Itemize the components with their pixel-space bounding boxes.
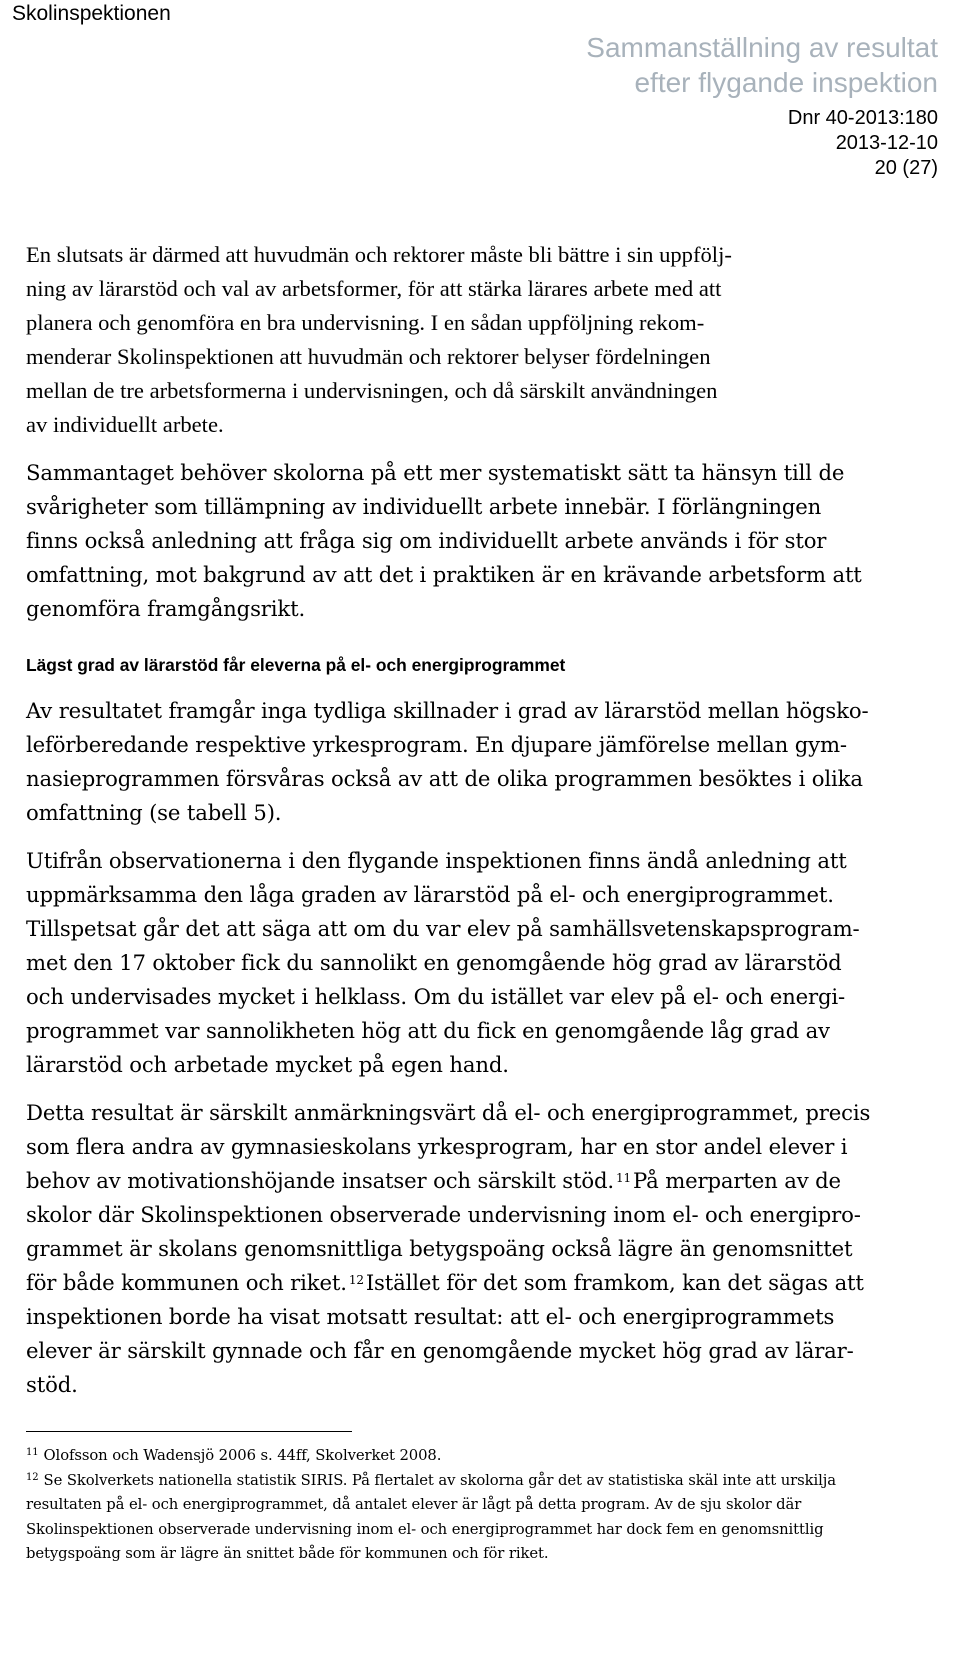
paragraph-conclusion: En slutsats är därmed att huvudmän och rektorer måste bli bättre i sin uppfölj- ning av lärarstöd och val av arbetsformer, för att stärka lärares arbete med att planera och genomföra en bra undervisning. I en sådan uppföljning rekom- menderar Skolinspektionen att huvudmän och rektorer belyser fördelningen mellan de tre arbetsformerna i undervisningen, och då särskilt användningen av individuellt arbete. <box>26 242 732 437</box>
footnote-divider <box>26 1431 352 1432</box>
paragraph-text-part-2: På merparten av de skolor där Skolinspektionen observerade undervisning inom el- och energipro- grammet är skolans genomsnittliga betygspoäng också lägre än genomsnittet för både kommunen och riket. <box>26 1168 861 1295</box>
footnote-text: Olofsson och Wadensjö 2006 s. 44ff, Skolverket 2008. <box>43 1447 442 1464</box>
document-header <box>586 30 938 181</box>
section-heading: Lägst grad av lärarstöd får eleverna på el- och energiprogrammet <box>26 655 566 675</box>
document-title-line-1: Sammanställning av resultat <box>586 32 938 63</box>
footnotes <box>26 1444 938 1567</box>
paragraph-results: Av resultatet framgår inga tydliga skillnader i grad av lärarstöd mellan högsko- leförberedande respektive yrkesprogram. En djupare jämförelse mellan gym- nasieprogrammen försvåras också av att de olika programmen besöktes i olika omfattning (se tabell 5). <box>26 698 869 825</box>
document-body <box>26 238 938 1416</box>
organization-name: Skolinspektionen <box>12 2 171 25</box>
footnote-text: Se Skolverkets nationella statistik SIRIS. På flertalet av skolorna går det av statistiska skäl inte att urskilja resultaten på el- och energiprogrammet, då antalet elever är lågt på detta program. Av de sju skolor där Skolinspektionen observerade undervisning inom el- och energiprogrammet har dock fem en genomsnittlig betygspoäng som är lägre än snittet både för kommunen och för riket. <box>26 1471 836 1562</box>
paragraph-remarkable-result <box>26 1096 938 1402</box>
footnote-number: 12 <box>26 1471 39 1483</box>
footnote-12 <box>26 1469 938 1567</box>
footnote-reference-12[interactable]: 12 <box>348 1273 364 1287</box>
document-date: 2013-12-10 <box>835 132 938 154</box>
footnote-reference-11[interactable]: 11 <box>616 1171 631 1185</box>
diary-number: Dnr 40-2013:180 <box>787 107 938 129</box>
footnote-11 <box>26 1444 938 1469</box>
page-number: 20 (27) <box>874 157 938 179</box>
paragraph-summary: Sammantaget behöver skolorna på ett mer systematiskt sätt ta hänsyn till de svårigheter som tillämpning av individuellt arbete innebär. I förlängningen finns också anledning att fråga sig om individuellt arbete används i för stor omfattning, mot bakgrund av att det i praktiken är en krävande arbetsform att genomföra framgångsrikt. <box>26 460 862 621</box>
paragraph-text-part-3: Istället för det som framkom, kan det sägas att inspektionen borde ha visat motsatt resultat: att el- och energiprogrammets elever är särskilt gynnade och får en genomgående mycket hög grad av lärar- stöd. <box>26 1270 864 1397</box>
paragraph-observations: Utifrån observationerna i den flygande inspektionen finns ändå anledning att uppmärksamma den låga graden av lärarstöd på el- och energiprogrammet. Tillspetsat går det att säga att om du var elev på samhällsvetenskapsprogram- met den 17 oktober fick du sannolikt en genomgående hög grad av lärarstöd och undervisades mycket i helklass. Om du istället var elev på el- och energi- programmet var sannolikheten hög att du fick en genomgående låg grad av lärarstöd och arbetade mycket på egen hand. <box>26 848 860 1077</box>
paragraph-text-part-1: Detta resultat är särskilt anmärkningsvärt då el- och energiprogrammet, precis som flera andra av gymnasieskolans yrkesprogram, har en stor andel elever i behov av motivationshöjande insatser och särskilt stöd. <box>26 1100 871 1193</box>
footnote-number: 11 <box>26 1447 39 1458</box>
document-title-line-2: efter flygande inspektion <box>634 67 938 98</box>
